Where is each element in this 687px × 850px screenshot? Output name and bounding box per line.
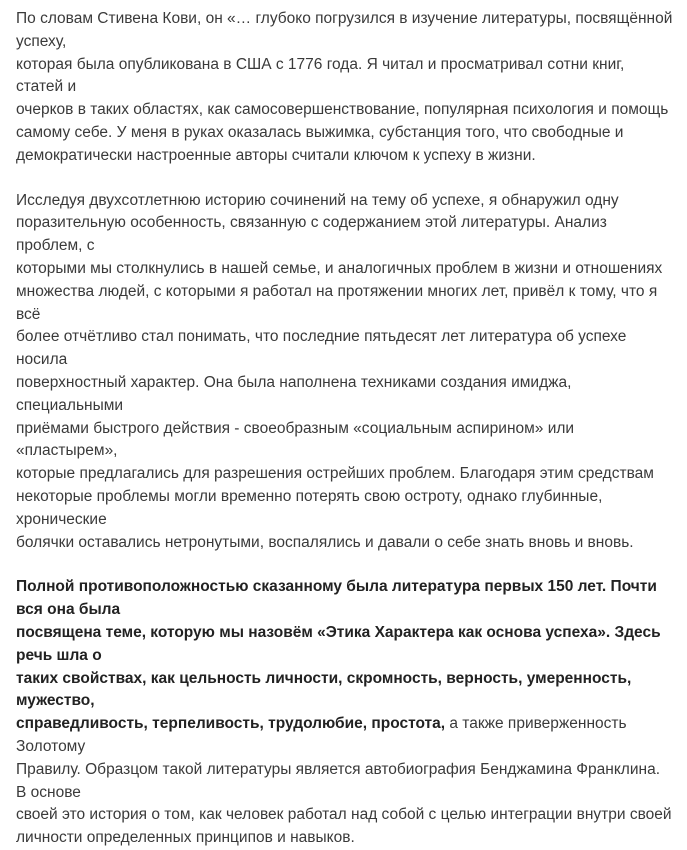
- paragraph-covey-quote: По словам Стивена Кови, он «… глубоко погрузился в изучение литературы, посвящённой успеху, которая была опубликована в США с 1776 года. Я читал и просматривал сотни книг, статей и очерков в таких областях, как самосовершенствование, популярная психология и помощь самому себе. У меня в руках оказалась выжимка, субстанция того, что свободные и демократически настроенные авторы считали ключом к успеху в жизни.: [16, 10, 673, 164]
- character-ethic-bold-text: Полной противоположностью сказанному была литература первых 150 лет. Почти вся она была посвящена теме, которую мы назовём «Этика Характера как основа успеха». Здесь речь шла о таких свойствах, как цельность личности, скромность, верность, умеренность, мужество, справедливость, терпеливость, трудолюбие, простота,: [16, 578, 661, 733]
- paragraph-success-literature-history: Исследуя двухсотлетнюю историю сочинений на тему об успехе, я обнаружил одну поразительную особенность, связанную с содержанием этой литературы. Анализ проблем, с которыми мы столкнулись в нашей семье, и аналогичных проблем в жизни и отношениях множества людей, с которыми я работал на протяжении многих лет, привёл к тому, что я всё более отчётливо стал понимать, что последние пятьдесят лет литература об успехе носила поверхностный характер. Она была наполнена техниками создания имиджа, специальными приёмами быстрого действия - своеобразным «социальным аспирином» или «пластырем», которые предлагались для разрешения острейших проблем. Благодаря этим средствам некоторые проблемы могли временно потерять свою остроту, однако глубинные, хронические болячки оставались нетронутыми, воспалялись и давали о себе знать вновь и вновь.: [16, 191, 663, 551]
- article-body: [16, 8, 674, 850]
- character-ethic-regular-text: а также приверженность Золотому Правилу. Образцом такой литературы является автобиография Бенджамина Франклина. В основе своей это история о том, как человек работал над собой с целью интеграции внутри своей личности определенных принципов и навыков.: [16, 715, 672, 847]
- paragraph-character-ethic: [16, 576, 674, 850]
